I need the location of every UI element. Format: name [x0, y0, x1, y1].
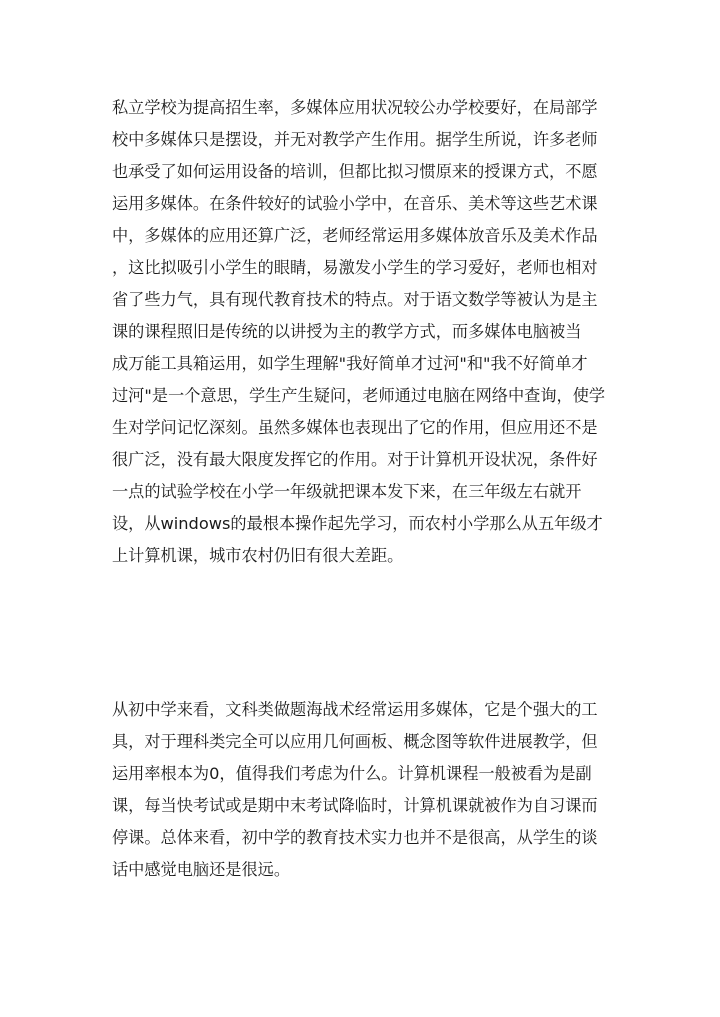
text-line: 生对学问记忆深刻。虽然多媒体也表现出了它的作用，但应用还不是 [112, 418, 598, 437]
text-line: 私立学校为提高招生率，多媒体应用状况较公办学校要好，在局部学 [112, 98, 598, 117]
text-line: 中，多媒体的应用还算广泛，老师经常运用多媒体放音乐及美术作品 [112, 226, 598, 245]
text-line: 具，对于理科类完全可以应用几何画板、概念图等软件进展教学，但 [112, 732, 598, 751]
text-line: 也承受了如何运用设备的培训，但都比拟习惯原来的授课方式，不愿 [112, 162, 598, 181]
text-line: 课，每当快考试或是期中末考试降临时，计算机课就被作为自习课而 [112, 796, 598, 815]
text-line: 课的课程照旧是传统的以讲授为主的教学方式，而多媒体电脑被当 [112, 322, 582, 341]
text-line: 校中多媒体只是摆设，并无对教学产生作用。据学生所说，许多老师 [112, 130, 598, 149]
paragraph-private-schools [112, 92, 612, 572]
text-line: 一点的试验学校在小学一年级就把课本发下来，在三年级左右就开 [112, 482, 582, 501]
text-line: 省了些力气，具有现代教育技术的特点。对于语文数学等被认为是主 [112, 290, 598, 309]
text-line: 过河"是一个意思，学生产生疑问，老师通过电脑在网络中查询，使学 [112, 386, 606, 405]
text-line: ，这比拟吸引小学生的眼睛，易激发小学生的学习爱好，老师也相对 [112, 258, 598, 277]
text-line: 运用多媒体。在条件较好的试验小学中，在音乐、美术等这些艺术课 [112, 194, 598, 213]
text-line: 从初中学来看，文科类做题海战术经常运用多媒体，它是个强大的工 [112, 700, 598, 719]
paragraph-middle-schools [112, 694, 612, 886]
text-line: 很广泛，没有最大限度发挥它的作用。对于计算机开设状况，条件好 [112, 450, 598, 469]
text-line: 运用率根本为0，值得我们考虑为什么。计算机课程一般被看为是副 [112, 764, 592, 783]
text-line: 成万能工具箱运用，如学生理解"我好简单才过河"和"我不好简单才 [112, 354, 588, 373]
text-line: 停课。总体来看，初中学的教育技术实力也并不是很高，从学生的谈 [112, 828, 598, 847]
text-line: 上计算机课，城市农村仍旧有很大差距。 [112, 546, 404, 565]
text-line: 设，从windows的最根本操作起先学习，而农村小学那么从五年级才 [112, 514, 603, 533]
text-line: 话中感觉电脑还是很远。 [112, 860, 291, 879]
